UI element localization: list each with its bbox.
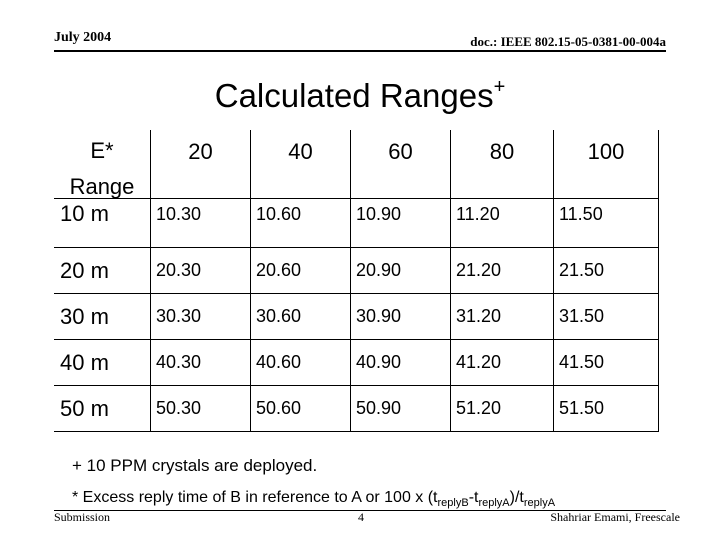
table-cell: 31.50: [554, 294, 659, 340]
slide-title: [0, 76, 720, 115]
table-cell: 20.30: [151, 248, 251, 294]
row-label: 30 m: [54, 294, 151, 340]
row-label: 50 m: [54, 386, 151, 432]
table-cell: 21.50: [554, 248, 659, 294]
table-cell: 50.60: [251, 386, 351, 432]
table-cell: 11.20: [451, 199, 554, 248]
footer-author: Shahriar Emami, Freescale: [550, 510, 680, 524]
row-label: 10 m: [54, 199, 151, 248]
note2-mid: -t: [468, 489, 479, 506]
title-footnote-mark: +: [493, 76, 506, 98]
table-cell: 20.90: [351, 248, 451, 294]
table-cell: 30.30: [151, 294, 251, 340]
table-cell: 31.20: [451, 294, 554, 340]
header-divider: [54, 50, 666, 52]
footer-page-number: 4: [358, 510, 364, 524]
column-header: 20: [151, 130, 251, 199]
note2-sub-replyA-2: replyA: [523, 497, 556, 510]
corner-header-e: E*: [54, 130, 151, 170]
table-cell: 51.20: [451, 386, 554, 432]
ranges-table: [54, 130, 659, 432]
table-cell: 30.60: [251, 294, 351, 340]
corner-header-range: Range: [54, 170, 151, 199]
row-label: 20 m: [54, 248, 151, 294]
note-crystals: + 10 PPM crystals are deployed.: [72, 456, 318, 475]
table-cell: 40.90: [351, 340, 451, 386]
table-cell: 40.30: [151, 340, 251, 386]
table-cell: 41.20: [451, 340, 554, 386]
table-cell: 20.60: [251, 248, 351, 294]
table-cell: 50.90: [351, 386, 451, 432]
table-cell: 10.90: [351, 199, 451, 248]
table-cell: 51.50: [554, 386, 659, 432]
header-date: July 2004: [54, 30, 112, 45]
column-header: 100: [554, 130, 659, 199]
note-excess-reply: [72, 489, 555, 509]
note2-sub-replyA: replyA: [478, 497, 510, 510]
table-cell: 41.50: [554, 340, 659, 386]
table-cell: 21.20: [451, 248, 554, 294]
note2-prefix: * Excess reply time of B in reference to A or 100 x (t: [72, 489, 438, 506]
column-header: 40: [251, 130, 351, 199]
column-header: 60: [351, 130, 451, 199]
column-header: 80: [451, 130, 554, 199]
header-doc-id: doc.: IEEE 802.15-05-0381-00-004a: [470, 34, 666, 49]
row-label: 40 m: [54, 340, 151, 386]
table-cell: 10.60: [251, 199, 351, 248]
note2-div: )/t: [509, 489, 524, 506]
table-cell: 50.30: [151, 386, 251, 432]
slide-title-text: Calculated Ranges: [214, 77, 494, 114]
table-cell: 11.50: [554, 199, 659, 248]
note2-sub-replyB: replyB: [437, 497, 469, 510]
footer-submission: Submission: [54, 510, 111, 524]
table-cell: 40.60: [251, 340, 351, 386]
table-cell: 30.90: [351, 294, 451, 340]
table-cell: 10.30: [151, 199, 251, 248]
